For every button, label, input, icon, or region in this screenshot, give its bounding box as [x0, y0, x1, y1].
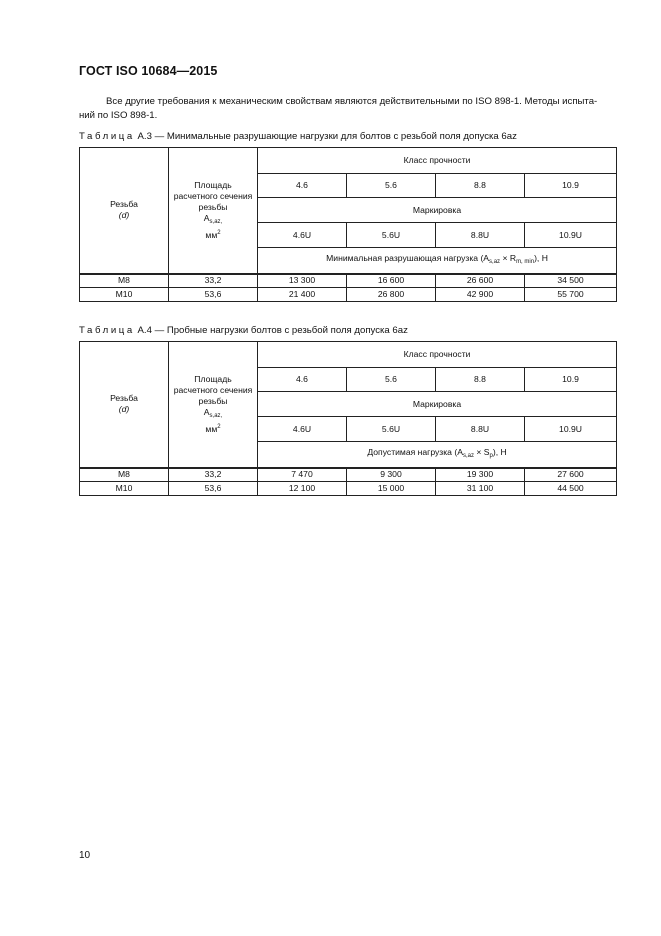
area-line-1: Площадь: [194, 179, 232, 190]
intro-paragraph: [79, 95, 615, 123]
row-area: 33,2: [169, 468, 258, 482]
load-header: Допустимая нагрузка $(A_{s,az} \times S_p)$, Н: [258, 442, 617, 468]
area-symbol: $A_{s,az,}$: [203, 406, 223, 419]
marking-10-9u: 10.9U: [525, 223, 617, 248]
marking-4-6u: 4.6U: [258, 223, 347, 248]
strength-class-5-6: 5.6: [347, 368, 436, 392]
table-a3-caption: [79, 131, 517, 142]
area-unit: $мм^2$: [205, 423, 221, 434]
thread-header: Резьба: [110, 199, 138, 210]
marking-8-8u: 8.8U: [436, 223, 525, 248]
row-value: 13 300: [258, 274, 347, 288]
table-a4-caption: [79, 325, 408, 336]
strength-class-header: Класс прочности: [258, 342, 617, 368]
row-thread: M10: [80, 288, 169, 302]
thread-header-cell: [80, 148, 169, 274]
caption-text: А.4 — Пробные нагрузки болтов с резьбой поля допуска 6az: [137, 325, 408, 336]
row-thread: M8: [80, 274, 169, 288]
table-row: [80, 468, 617, 482]
row-value: 26 600: [436, 274, 525, 288]
area-line-2: расчетного сечения: [173, 384, 253, 395]
marking-header: Маркировка: [258, 392, 617, 417]
area-line-1: Площадь: [194, 373, 232, 384]
table-row: [80, 274, 617, 288]
thread-header: Резьба: [110, 393, 138, 404]
area-line-2: расчетного сечения: [173, 190, 253, 201]
strength-class-header: Класс прочности: [258, 148, 617, 174]
marking-8-8u: 8.8U: [436, 417, 525, 442]
area-line-3: резьбы: [198, 395, 228, 406]
table-row: [80, 482, 617, 496]
row-value: 15 000: [347, 482, 436, 496]
area-line-3: резьбы: [198, 201, 228, 212]
thread-symbol: (d): [118, 210, 130, 221]
caption-text: А.3 — Минимальные разрушающие нагрузки для болтов с резьбой поля допуска 6az: [137, 131, 517, 142]
marking-10-9u: 10.9U: [525, 417, 617, 442]
area-unit: $мм^2$: [205, 229, 221, 240]
row-value: 42 900: [436, 288, 525, 302]
strength-class-8-8: 8.8: [436, 368, 525, 392]
row-value: 44 500: [525, 482, 617, 496]
table-row: [80, 288, 617, 302]
thread-header-cell: [80, 342, 169, 468]
row-value: 16 600: [347, 274, 436, 288]
row-value: 31 100: [436, 482, 525, 496]
row-value: 26 800: [347, 288, 436, 302]
document-header: ГОСТ ISO 10684—2015: [79, 64, 218, 78]
table-a3: [79, 147, 617, 302]
row-value: 12 100: [258, 482, 347, 496]
row-value: 19 300: [436, 468, 525, 482]
load-header: Минимальная разрушающая нагрузка $(A_{s,az} \times R_{m, min})$, Н: [258, 248, 617, 274]
strength-class-10-9: 10.9: [525, 174, 617, 198]
intro-line-2: ний по ISO 898-1.: [79, 110, 158, 121]
caption-prefix: Таблица: [79, 325, 135, 336]
caption-prefix: Таблица: [79, 131, 135, 142]
row-value: 21 400: [258, 288, 347, 302]
area-symbol: $A_{s,az,}$: [203, 212, 223, 225]
marking-4-6u: 4.6U: [258, 417, 347, 442]
table-a4: [79, 341, 617, 496]
marking-5-6u: 5.6U: [347, 417, 436, 442]
strength-class-8-8: 8.8: [436, 174, 525, 198]
row-thread: M8: [80, 468, 169, 482]
thread-symbol: (d): [118, 404, 130, 415]
area-header-cell: [169, 148, 258, 274]
row-thread: M10: [80, 482, 169, 496]
strength-class-5-6: 5.6: [347, 174, 436, 198]
row-value: 7 470: [258, 468, 347, 482]
row-area: 33,2: [169, 274, 258, 288]
intro-line-1: Все другие требования к механическим свойствам являются действительными по ISO 898-1. Методы испыта-: [106, 96, 598, 107]
strength-class-4-6: 4.6: [258, 368, 347, 392]
row-area: 53,6: [169, 288, 258, 302]
strength-class-4-6: 4.6: [258, 174, 347, 198]
strength-class-10-9: 10.9: [525, 368, 617, 392]
row-value: 9 300: [347, 468, 436, 482]
row-area: 53,6: [169, 482, 258, 496]
area-header-cell: [169, 342, 258, 468]
row-value: 55 700: [525, 288, 617, 302]
marking-5-6u: 5.6U: [347, 223, 436, 248]
marking-header: Маркировка: [258, 198, 617, 223]
page-number: 10: [79, 850, 91, 861]
row-value: 27 600: [525, 468, 617, 482]
row-value: 34 500: [525, 274, 617, 288]
